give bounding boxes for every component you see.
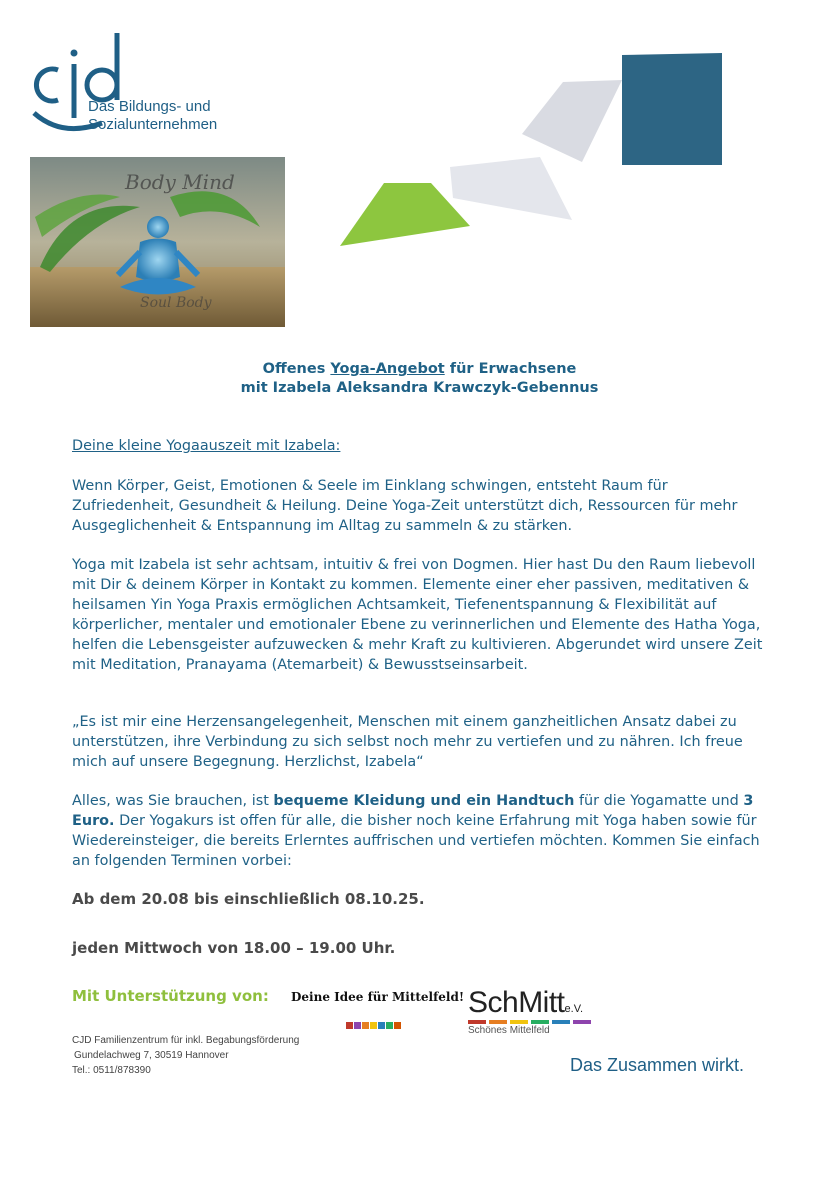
logo-line-2: Sozialunternehmen [88, 116, 218, 133]
info-paragraph [72, 791, 772, 871]
intro-paragraph-2 [72, 555, 772, 675]
heading-post: für Erwachsene [444, 361, 577, 377]
info-mid: für die Yogamatte und [574, 793, 744, 809]
sponsor-color-blocks [346, 1022, 406, 1030]
heading-line-1 [0, 360, 839, 379]
footer-org: CJD Familienzentrum für inkl. Begabungsförderung [72, 1035, 300, 1046]
sponsor-deine-idee-text: Deine Idee für Mittelfeld! [291, 990, 465, 1004]
intro-paragraph-1 [72, 476, 772, 536]
weekly-time: jeden Mittwoch von 18.00 – 19.00 Uhr. [72, 939, 396, 957]
info-post: Der Yogakurs ist offen für alle, die bisher noch keine Erfahrung mit Yoga haben sowie für Wiedereinsteiger, die bereits Erlerntes auffrischen und vertiefen möchten. Kommen Sie einfach an folgenden Terminen vorbei: [72, 813, 760, 869]
schmitt-subtitle: Schönes Mittelfeld [468, 1025, 550, 1036]
quote-paragraph [72, 712, 772, 772]
intro-p2-text: Yoga mit Izabela ist sehr achtsam, intuitiv & frei von Dogmen. Hier hast Du den Raum liebevoll mit Dir & deinem Körper in Kontakt zu kommen. Elemente einer eher passiven, meditativen & heilsamen Yin Yoga Praxis ermöglichen Achtsamkeit, Tiefenentspannung & Flexibilität auf körperlicher, mentaler und emotionaler Ebene zu verinnerlichen und Elemente des Hatha Yoga, helfen die Lebensgeister aufzuwecken & mehr Kraft zu kultivieren. Abgerundet wird unsere Zeit mit Meditation, Pranayama (Atemarbeit) & Bewusstseinsarbeit. [72, 557, 763, 673]
footer-address: Gundelachweg 7, 30519 Hannover [74, 1050, 229, 1061]
logo-line-1: Das Bildungs- und [88, 98, 211, 115]
grey-shape-top [522, 80, 622, 162]
yoga-photo-art [30, 157, 285, 327]
sponsor-deine-idee [291, 990, 464, 1004]
footer-phone: Tel.: 0511/878390 [72, 1065, 151, 1076]
page-heading [0, 360, 839, 398]
intro-title-text: Deine kleine Yogaauszeit mit Izabela: [72, 438, 341, 454]
decorative-shapes-svg [300, 50, 730, 260]
dark-blue-shape [622, 53, 722, 165]
quote-text: „Es ist mir eine Herzensangelegenheit, Menschen mit einem ganzheitlichen Ansatz dabei zu unterstützen, ihre Verbindung zu sich selbst noch mehr zu vertiefen und zu nähren. Ich freue mich auf unsere Begegnung. Herzlichst, Izabela“ [72, 714, 743, 770]
photo-script-top: Body Mind [125, 170, 235, 194]
decorative-shapes [300, 50, 730, 260]
yoga-photo [30, 157, 285, 327]
info-pre: Alles, was Sie brauchen, ist [72, 793, 274, 809]
intro-p1-text: Wenn Körper, Geist, Emotionen & Seele im Einklang schwingen, entsteht Raum für Zufriedenheit, Gesundheit & Heilung. Deine Yoga-Zeit unterstützt dich, Ressourcen für mehr Ausgeglichenheit & Entspannung im Alltag zu sammeln & zu stärken. [72, 478, 738, 534]
intro-title [72, 436, 772, 456]
cjd-logo [22, 28, 252, 138]
heading-pre: Offenes [262, 361, 331, 377]
grey-shape-bottom [450, 157, 572, 220]
schmitt-name: SchMitt [468, 986, 565, 1019]
support-label: Mit Unterstützung von: [72, 987, 269, 1005]
sponsor-schmitt-logo [468, 986, 592, 1036]
green-shape [340, 183, 470, 246]
logo-subtitle [88, 98, 217, 134]
heading-line-2: mit Izabela Aleksandra Krawczyk-Gebennus [240, 380, 599, 396]
info-bold-price: 3 Euro. [72, 793, 754, 829]
info-bold-clothing: bequeme Kleidung und ein Handtuch [273, 793, 575, 809]
heading-link[interactable]: Yoga-Angebot [330, 361, 445, 377]
photo-script-bottom: Soul Body [140, 295, 212, 311]
tagline: Das Zusammen wirkt. [570, 1055, 745, 1075]
schmitt-suffix: e.V. [564, 1003, 584, 1015]
info-text [72, 791, 772, 871]
date-range: Ab dem 20.08 bis einschließlich 08.10.25. [72, 890, 425, 908]
